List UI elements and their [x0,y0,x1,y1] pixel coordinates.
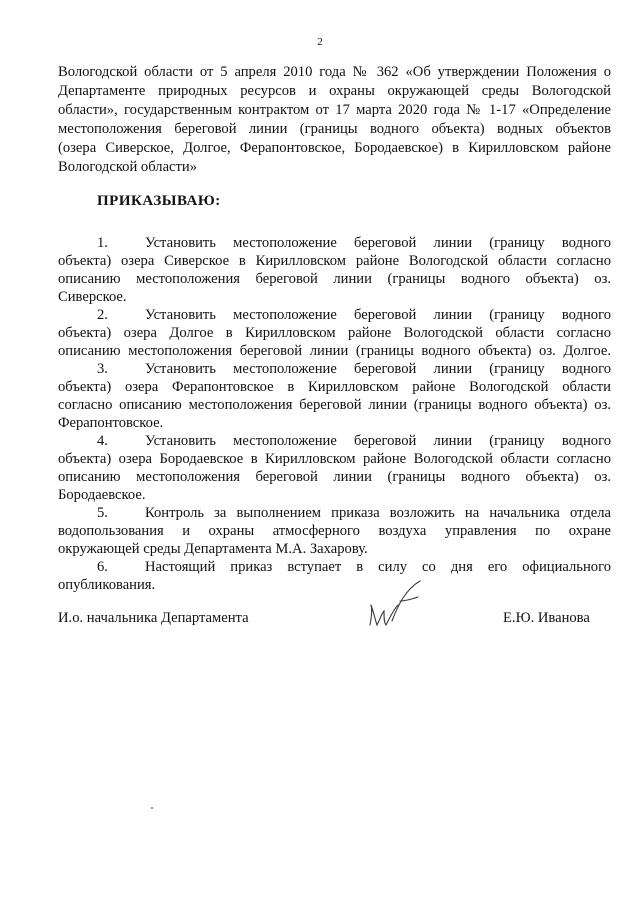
item-number: 6. [97,559,108,575]
item-line: водопользования и охраны атмосферного воздуха управления по охране [58,523,611,539]
item-first-line [97,504,611,522]
item-line: Бородаевское. [58,487,146,503]
item-text: Установить местоположение береговой линии (границу водного [145,307,611,323]
item-first-line [97,234,611,252]
item-text: Установить местоположение береговой линии (границу водного [145,433,611,449]
item-first-line [97,360,611,378]
item-first-line [97,306,611,324]
intro-line: Вологодской области» [58,159,198,175]
item-line: объекта) озера Долгое в Кирилловском районе Вологодской области согласно [58,325,611,341]
item-line: Ферапонтовское. [58,415,164,431]
intro-line: Вологодской области от 5 апреля 2010 года № 362 «Об утверждении Положения о [58,64,611,80]
item-text: Установить местоположение береговой линии (границу водного [145,361,611,377]
item-line: опубликования. [58,577,156,593]
item-line: описанию местоположения береговой линии (границы водного объекта) оз. [58,271,611,287]
page-number: 2 [317,36,323,48]
item-line: согласно описанию местоположения береговой линии (границы водного объекта) оз. [58,397,611,413]
item-first-line [97,558,611,576]
item-line: объекта) озера Сиверское в Кирилловском районе Вологодской области согласно [58,253,611,269]
intro-line: (озера Сиверское, Долгое, Ферапонтовское, Бородаевское) в Кирилловском районе [58,140,611,156]
signatory-name: Е.Ю. Иванова [503,610,590,626]
item-line: описанию местоположения береговой линии (границы водного объекта) оз. [58,469,611,485]
item-line: описанию местоположения береговой линии (границы водного объекта) оз. Долгое. [58,343,611,359]
signatory-title: И.о. начальника Департамента [58,610,249,626]
item-line: объекта) озера Бородаевское в Кирилловском районе Вологодской области согласно [58,451,611,467]
order-heading: ПРИКАЗЫВАЮ: [97,193,221,209]
item-number: 2. [97,307,108,323]
item-text: Контроль за выполнением приказа возложить на начальника отдела [145,505,611,521]
item-line: Сиверское. [58,289,127,305]
intro-line: области», государственным контрактом от 17 марта 2020 года № 1-17 «Определение [58,102,611,118]
item-number: 5. [97,505,108,521]
item-first-line [97,432,611,450]
item-number: 3. [97,361,108,377]
item-number: 1. [97,235,108,251]
scan-speck [151,807,153,809]
item-number: 4. [97,433,108,449]
handwritten-signature [360,575,430,635]
item-text: Настоящий приказ вступает в силу со дня его официального [145,559,611,575]
item-line: объекта) озера Ферапонтовское в Кирилловском районе Вологодской области [58,379,611,395]
item-line: окружающей среды Департамента М.А. Захарову. [58,541,368,557]
item-text: Установить местоположение береговой линии (границу водного [145,235,611,251]
intro-line: местоположения береговой линии (границы водного объекта) водных объектов [58,121,611,137]
intro-line: Департаменте природных ресурсов и охраны окружающей среды Вологодской [58,83,611,99]
